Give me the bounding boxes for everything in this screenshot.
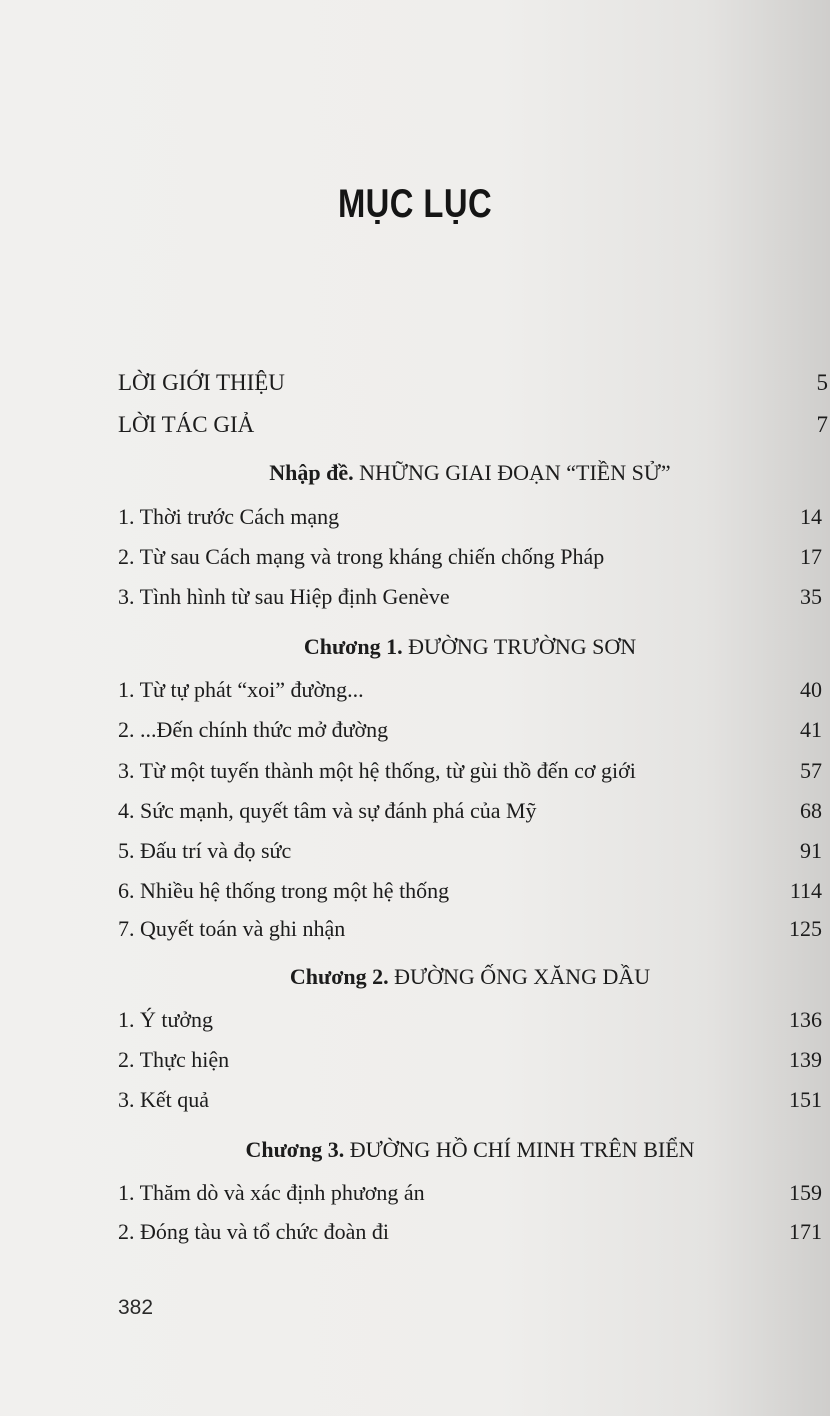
- entry-title: 6. Nhiều hệ thống trong một hệ thống: [118, 878, 450, 903]
- entry-page: 125: [789, 916, 822, 941]
- entry-page: 14: [800, 504, 822, 529]
- toc-entry: [118, 834, 822, 868]
- entry-title: LỜI TÁC GIẢ: [118, 412, 255, 437]
- entry-title: 7. Quyết toán và ghi nhận: [118, 916, 346, 941]
- chapter-heading: [118, 630, 822, 664]
- toc-entry: [118, 1176, 822, 1210]
- chapter-name: NHỮNG GIAI ĐOẠN “TIỀN SỬ”: [359, 460, 671, 485]
- entry-title: 2. ...Đến chính thức mở đường: [118, 717, 389, 742]
- entry-page: 40: [800, 677, 822, 702]
- toc-entry: [118, 1043, 822, 1077]
- toc-entry: [118, 1083, 822, 1117]
- entry-title: 1. Từ tự phát “xoi” đường...: [118, 677, 364, 702]
- entry-title: 2. Thực hiện: [118, 1047, 230, 1072]
- entry-page: 57: [800, 758, 822, 783]
- entry-title: 1. Thời trước Cách mạng: [118, 504, 340, 529]
- chapter-prefix: Chương 3.: [245, 1137, 345, 1162]
- entry-page: 41: [800, 717, 822, 742]
- entry-page: 136: [789, 1007, 822, 1032]
- entry-page: 139: [789, 1047, 822, 1072]
- entry-title: 3. Từ một tuyến thành một hệ thống, từ gùi thồ đến cơ giới: [118, 758, 636, 783]
- entry-page: 17: [800, 544, 822, 569]
- entry-title: 3. Tình hình từ sau Hiệp định Genève: [118, 584, 450, 609]
- entry-title: 4. Sức mạnh, quyết tâm và sự đánh phá của Mỹ: [118, 798, 537, 823]
- entry-page: 7: [816, 412, 828, 437]
- entry-page: 114: [789, 878, 822, 903]
- entry-page: 68: [800, 798, 822, 823]
- entry-title: LỜI GIỚI THIỆU: [118, 370, 285, 395]
- chapter-prefix: Chương 1.: [303, 634, 403, 659]
- entry-title: 5. Đấu trí và đọ sức: [118, 838, 292, 863]
- page-number: 382: [118, 1296, 154, 1319]
- toc-entry: [118, 713, 822, 747]
- chapter-prefix: Nhập đề.: [269, 460, 354, 485]
- chapter-name: ĐƯỜNG ỐNG XĂNG DẦU: [394, 964, 651, 989]
- entry-page: 5: [816, 370, 828, 395]
- entry-title: 1. Ý tưởng: [118, 1007, 214, 1032]
- toc-entry: [118, 794, 822, 828]
- chapter-heading: [118, 960, 822, 994]
- entry-page: 151: [789, 1087, 822, 1112]
- entry-page: 35: [800, 584, 822, 609]
- entry-title: 1. Thăm dò và xác định phương án: [118, 1180, 425, 1205]
- entry-title: 2. Từ sau Cách mạng và trong kháng chiến chống Pháp: [118, 544, 605, 569]
- toc-entry: [118, 1215, 822, 1249]
- chapter-heading: [118, 1133, 822, 1167]
- toc-entry: [118, 673, 822, 707]
- chapter-name: ĐƯỜNG HỒ CHÍ MINH TRÊN BIỂN: [349, 1137, 695, 1162]
- toc-entry: [118, 912, 822, 946]
- entry-page: 159: [789, 1180, 822, 1205]
- toc-entry: [118, 580, 822, 614]
- page-title: MỤC LỤC: [337, 182, 493, 226]
- toc-entry: [118, 1003, 822, 1037]
- toc-entry: [118, 540, 822, 574]
- chapter-prefix: Chương 2.: [289, 964, 389, 989]
- entry-page: 91: [800, 838, 822, 863]
- entry-title: 3. Kết quả: [118, 1087, 210, 1112]
- entry-title: 2. Đóng tàu và tổ chức đoàn đi: [118, 1219, 389, 1244]
- toc-entry-front: [118, 408, 828, 442]
- toc-entry: [118, 874, 822, 908]
- chapter-heading: [118, 456, 822, 490]
- toc-entry: [118, 754, 822, 788]
- toc-entry: [118, 500, 822, 534]
- entry-page: 171: [789, 1219, 822, 1244]
- chapter-name: ĐƯỜNG TRƯỜNG SƠN: [408, 634, 637, 659]
- toc-entry-front: [118, 366, 828, 400]
